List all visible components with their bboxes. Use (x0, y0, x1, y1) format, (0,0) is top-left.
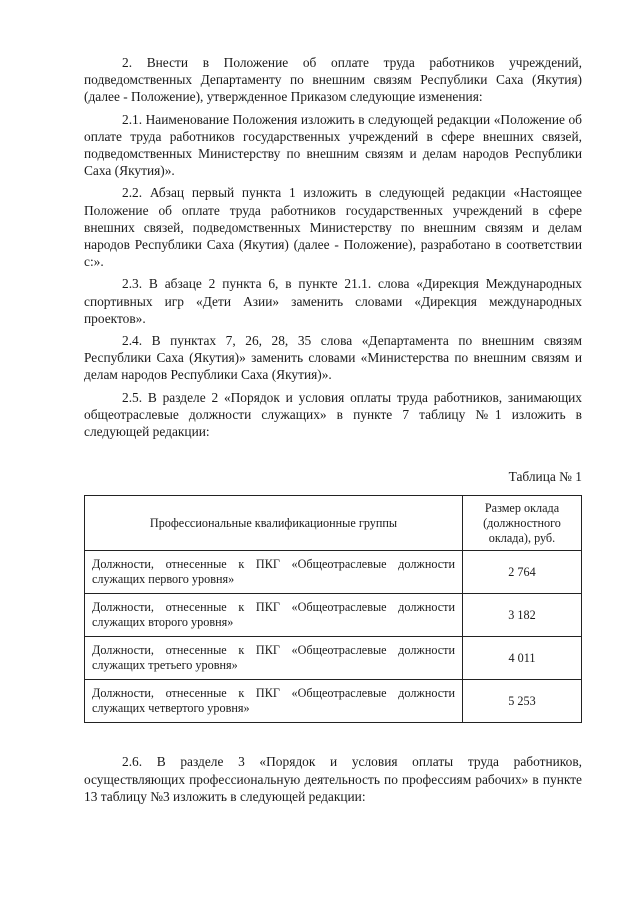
paragraph-2-3: 2.3. В абзаце 2 пункта 6, в пункте 21.1. слова «Дирекция Международных спортивных игр «Дети Азии» заменить словами «Дирекция международных проектов». (84, 276, 582, 326)
row-salary: 5 253 (463, 680, 582, 723)
table-row (85, 594, 582, 637)
paragraph-2-1: 2.1. Наименование Положения изложить в следующей редакции «Положение об оплате труда работников государственных учреждений в сфере внешних связей, подведомственных Министерству по внешним связям и делам народов Республики Саха (Якутия)». (84, 111, 582, 179)
row-group: Должности, отнесенные к ПКГ «Общеотраслевые должности служащих третьего уровня» (85, 637, 463, 680)
table-caption: Таблица № 1 (508, 469, 582, 485)
row-salary: 3 182 (463, 594, 582, 637)
salary-table (84, 495, 582, 723)
header-qualification-groups: Профессиональные квалификационные группы (85, 496, 463, 551)
row-group: Должности, отнесенные к ПКГ «Общеотраслевые должности служащих четвертого уровня» (85, 680, 463, 723)
table-row (85, 680, 582, 723)
row-salary: 4 011 (463, 637, 582, 680)
row-salary: 2 764 (463, 551, 582, 594)
row-group: Должности, отнесенные к ПКГ «Общеотраслевые должности служащих первого уровня» (85, 551, 463, 594)
table-row (85, 551, 582, 594)
paragraph-2-4: 2.4. В пунктах 7, 26, 28, 35 слова «Департамента по внешним связям Республики Саха (Якутия)» заменить словами «Министерства по внешним связям и делам народов Республики Саха (Якутия)». (84, 333, 582, 383)
paragraph-2-2: 2.2. Абзац первый пункта 1 изложить в следующей редакции «Настоящее Положение об оплате труда работников государственных учреждений в сфере внешних связей, подведомственных Министерству по внешним связям и делам народов Республики Саха (Якутия) (далее - Положение), разработано в соответствии с:». (84, 185, 582, 270)
table-header-row (85, 496, 582, 551)
paragraph-2-5: 2.5. В разделе 2 «Порядок и условия оплаты труда работников, занимающих общеотраслевые должности служащих» в пункте 7 таблицу №1 изложить в следующей редакции: (84, 389, 582, 440)
paragraph-2-6: 2.6. В разделе 3 «Порядок и условия оплаты труда работников, осуществляющих профессиональную деятельность по профессиям рабочих» в пункте 13 таблицу №3 изложить в следующей редакции: (84, 754, 582, 804)
table-row (85, 637, 582, 680)
paragraph-2: 2. Внести в Положение об оплате труда работников учреждений, подведомственных Департаменту по внешним связям Республики Саха (Якутия) (далее - Положение), утвержденное Приказом следующие изменения: (84, 55, 582, 105)
header-salary: Размер оклада (должностного оклада), руб. (463, 496, 582, 551)
row-group: Должности, отнесенные к ПКГ «Общеотраслевые должности служащих второго уровня» (85, 594, 463, 637)
